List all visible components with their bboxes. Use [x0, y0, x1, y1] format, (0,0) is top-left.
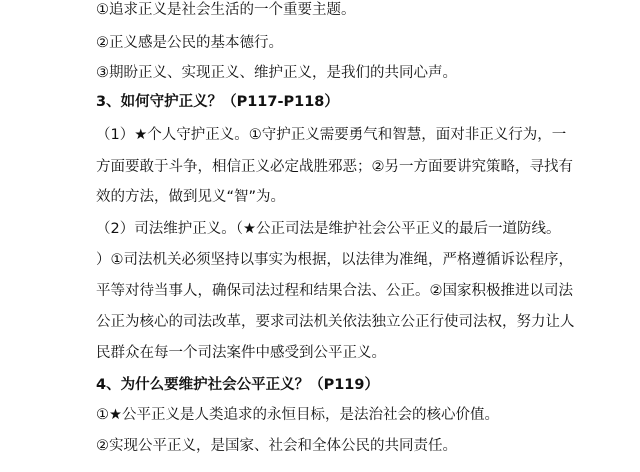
text-line: 公正为核心的司法改革，要求司法机关依法独立公正行使司法权，努力让人: [96, 314, 575, 330]
text-line: 平等对待当事人，确保司法过程和结果合法、公正。②国家积极推进以司法: [96, 283, 573, 299]
section-heading: 4、为什么要维护社会公平正义？（P119）: [96, 377, 379, 393]
text-line: ①★公平正义是人类追求的永恒目标，是法治社会的核心价值。: [96, 407, 499, 423]
text-line: ）①司法机关必须坚持以事实为根据，以法律为准绳，严格遵循诉讼程序，: [96, 252, 573, 268]
text-line: ①追求正义是社会生活的一个重要主题。: [96, 2, 356, 18]
section-heading: 3、如何守护正义？（P117-P118）: [96, 94, 339, 110]
text-line: ②正义感是公民的基本德行。: [96, 35, 283, 51]
text-line: ③期盼正义、实现正义、维护正义，是我们的共同心声。: [96, 65, 457, 81]
text-line: （1）★个人守护正义。①守护正义需要勇气和智慧，面对非正义行为，一: [96, 127, 567, 143]
text-line: 民群众在每一个司法案件中感受到公平正义。: [96, 345, 386, 361]
text-line: 方面要敢于斗争，相信正义必定战胜邪恶；②另一方面要讲究策略，寻找有: [96, 159, 573, 175]
text-line: ②实现公平正义，是国家、社会和全体公民的共同责任。: [96, 438, 457, 454]
text-line: （2）司法维护正义。（★公正司法是维护社会公平正义的最后一道防线。: [96, 221, 561, 237]
text-line: 效的方法，做到见义“智”为。: [96, 189, 286, 205]
